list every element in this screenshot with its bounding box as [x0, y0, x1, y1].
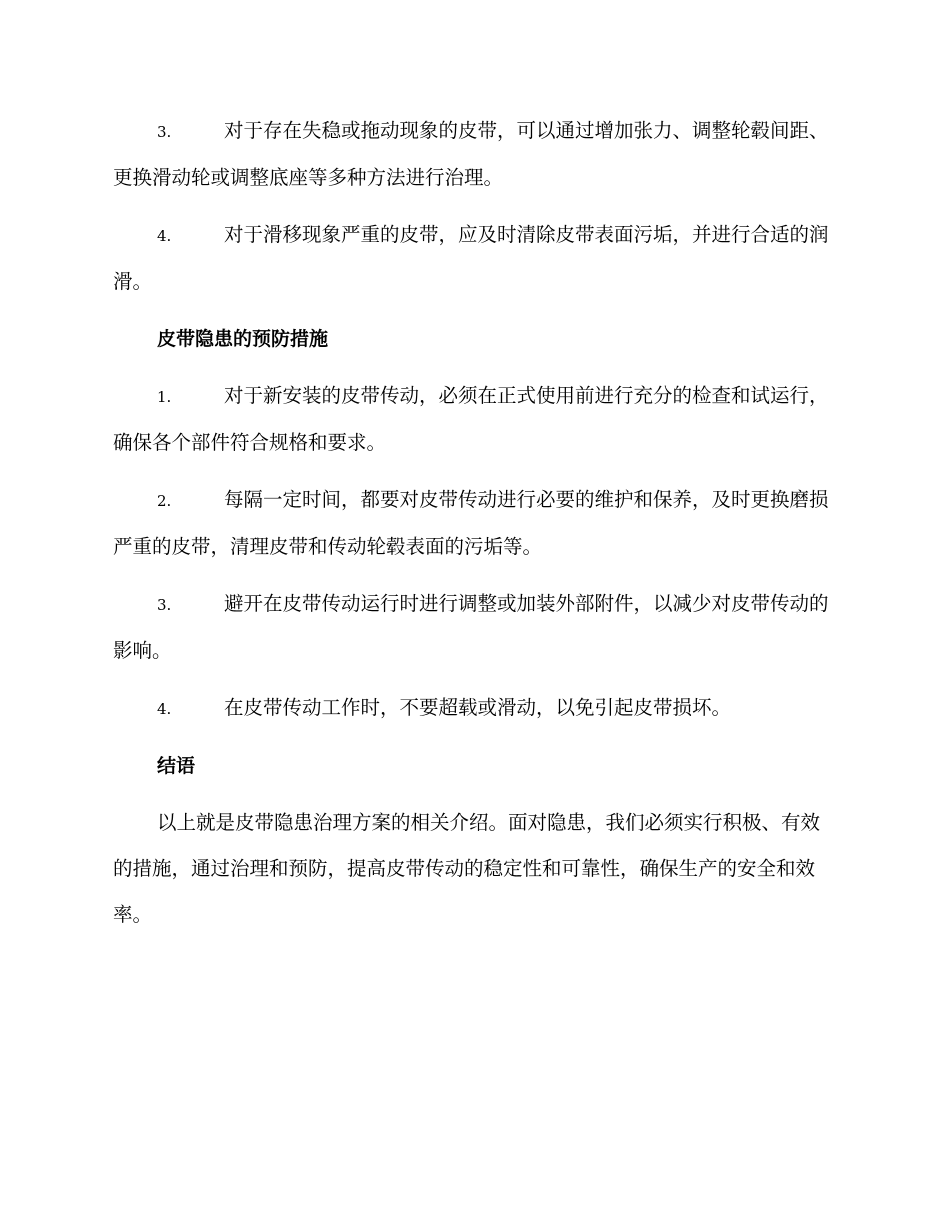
conclusion-paragraph: 以上就是皮带隐患治理方案的相关介绍。面对隐患，我们必须实行积极、有效的措施，通过治理和预防，提高皮带传动的稳定性和可靠性，确保生产的安全和效率。 — [113, 811, 821, 926]
list-item-text: 对于存在失稳或拖动现象的皮带，可以通过增加张力、调整轮毂间距、更换滑动轮或调整底座等多种方法进行治理。 — [113, 119, 829, 189]
list-item-number: 3. — [157, 596, 172, 614]
list-item — [113, 477, 835, 570]
list-item — [113, 581, 835, 674]
list-item — [113, 685, 835, 732]
list-item-number: 1. — [157, 388, 172, 406]
list-item-text: 对于滑移现象严重的皮带，应及时清除皮带表面污垢，并进行合适的润滑。 — [113, 223, 829, 293]
document-page — [113, 108, 835, 938]
section-heading-conclusion: 结语 — [157, 755, 196, 777]
list-item-number: 4. — [157, 700, 172, 718]
list-item-text: 对于新安装的皮带传动，必须在正式使用前进行充分的检查和试运行，确保各个部件符合规格和要求。 — [113, 384, 829, 454]
section-heading-prevention: 皮带隐患的预防措施 — [157, 328, 329, 350]
list-item-number: 2. — [157, 492, 172, 510]
list-item-number: 3. — [157, 123, 172, 141]
list-item — [113, 108, 835, 201]
list-item-text: 避开在皮带传动运行时进行调整或加装外部附件，以减少对皮带传动的影响。 — [113, 592, 829, 662]
list-item-text: 每隔一定时间，都要对皮带传动进行必要的维护和保养，及时更换磨损严重的皮带，清理皮带和传动轮毂表面的污垢等。 — [113, 488, 829, 558]
list-item — [113, 212, 835, 305]
list-item-number: 4. — [157, 227, 172, 245]
list-item — [113, 373, 835, 466]
list-item-text: 在皮带传动工作时，不要超载或滑动，以免引起皮带损坏。 — [224, 696, 732, 719]
